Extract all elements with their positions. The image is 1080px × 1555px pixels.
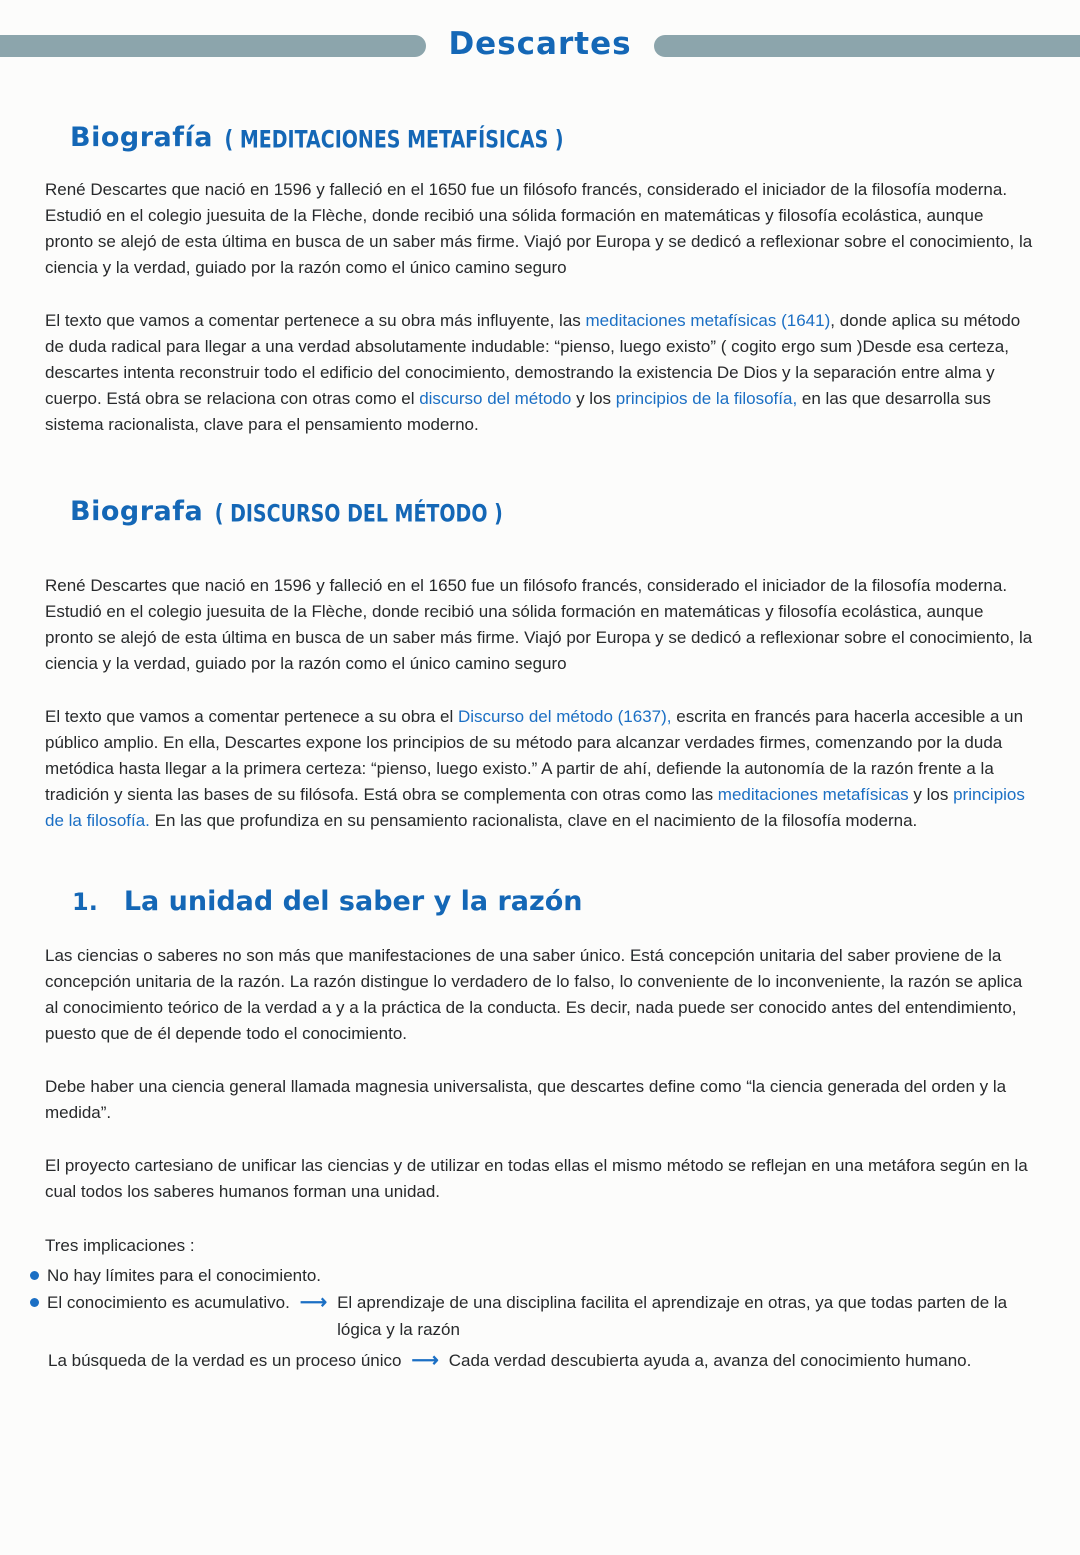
notes-page	[0, 28, 1080, 1555]
implication-detail-text: Cada verdad descubierta ayuda a, avanza del conocimiento humano.	[448, 1351, 972, 1370]
banner-bar-right	[654, 35, 1080, 57]
section-heading-name: La unidad del saber y la razón	[123, 886, 583, 917]
implication-lead-text: El conocimiento es acumulativo.	[47, 1293, 290, 1312]
implication-text: No hay límites para el conocimiento.	[47, 1266, 322, 1285]
page-title: Descartes	[448, 26, 632, 62]
text-segment: René Descartes que nació en 1596 y falleció en el 1650 fue un filósofo francés, considerado el iniciador de la filosofía moderna. Estudió en el colegio juesuita de la Flèche, donde recibió una sólida formación en matemáticas y filosofía ecolástica, aunque pronto se alejó de esta última en busca de un saber más firme. Viajó por Europa y se dedicó a reflexionar sobre el conocimiento, la ciencia y la verdad, guiado por la razón como el único camino seguro	[45, 180, 1033, 277]
text-segment: El texto que vamos a comentar pertenece a su obra el	[45, 707, 458, 726]
section-heading-meditaciones	[70, 122, 1035, 153]
implication-item-3	[0, 1347, 1080, 1374]
highlight-discurso-del-metodo: discurso del método	[419, 389, 572, 408]
section-heading-discurso	[70, 496, 1035, 527]
banner-bar-left	[0, 35, 426, 57]
implication-lead-text: La búsqueda de la verdad es un proceso único	[48, 1351, 402, 1370]
highlight-discurso-del-metodo-1637: Discurso del método (1637),	[457, 707, 672, 726]
highlight-meditaciones-metafisicas: meditaciones metafísicas	[717, 785, 909, 804]
unidad-paragraph-3	[0, 1153, 1080, 1205]
bullet-icon	[30, 1271, 39, 1280]
highlight-meditaciones-metafisicas: meditaciones metafísicas (1641)	[585, 311, 831, 330]
text-segment: Las ciencias o saberes no son más que manifestaciones de una saber único. Está concepción unitaria del saber proviene de la concepción unitaria de la razón. La razón distingue lo verdadero de lo falso, lo conveniente de lo inconveniente, la razón se aplica al conocimiento teórico de la verdad a y a la práctica de la conducta. Es decir, nada puede ser conocido antes del entendimiento, puesto que de él depende todo el conocimiento.	[45, 946, 1023, 1043]
meditaciones-bio-paragraph	[0, 177, 1080, 281]
text-segment: , donde aplica su método de duda radical para llegar a una verdad absolutamente indudable: “pienso, luego existo” ( cogito ergo sum )Desde esa certeza, descartes intenta reconstruir todo el edificio del conocimiento, demostrando la existencia De Dios y la separación entre alma y cuerpo. Está obra se relaciona con otras como el	[45, 311, 1021, 408]
text-segment: escrita en francés para hacerla accesible a un público amplio. En ella, Descartes expone los principios de su método para alcanzar verdades firmes, comenzando por la duda metódica hasta llegar a la primera certeza: “pienso, luego existo.” A partir de ahí, defiende la autonomía de la razón frente a la tradición y sienta las bases de su filósofa. Está obra se complementa con otras como las	[45, 707, 1024, 804]
text-segment: y los	[908, 785, 954, 804]
section-heading-unidad	[72, 886, 1035, 917]
text-segment: y los	[571, 389, 616, 408]
section-heading-name: Biografía	[70, 122, 213, 153]
arrow-right-icon: ⟶	[299, 1292, 328, 1313]
text-segment: René Descartes que nació en 1596 y falleció en el 1650 fue un filósofo francés, considerado el iniciador de la filosofía moderna. Estudió en el colegio juesuita de la Flèche, donde recibió una sólida formación en matemáticas y filosofía ecolástica, aunque pronto se alejó de esta última en busca de un saber más firme. Viajó por Europa y se dedicó a reflexionar sobre el conocimiento, la ciencia y la verdad, guiado por la razón como el único camino seguro	[45, 576, 1033, 673]
text-segment: El proyecto cartesiano de unificar las ciencias y de utilizar en todas ellas el mismo método se reflejan en una metáfora según en la cual todos los saberes humanos forman una unidad.	[45, 1156, 1028, 1201]
implication-item-2	[0, 1289, 1080, 1343]
implication-item-1	[0, 1262, 1080, 1289]
unidad-paragraph-2	[0, 1074, 1080, 1126]
implication-detail-text: El aprendizaje de una disciplina facilita el aprendizaje en otras, ya que todas parten de la lógica y la razón	[337, 1293, 1008, 1339]
text-segment: Debe haber una ciencia general llamada magnesia universalista, que descartes define como “la ciencia generada del orden y la medida”.	[45, 1077, 1007, 1122]
section-number: 1.	[72, 888, 98, 916]
unidad-paragraph-1	[0, 943, 1080, 1047]
arrow-right-icon: ⟶	[411, 1350, 439, 1371]
bullet-icon	[30, 1298, 39, 1307]
section-heading-subtitle: ( MEDITACIONES METAFÍSICAS )	[224, 126, 564, 154]
text-segment: En las que profundiza en su pensamiento racionalista, clave en el nacimiento de la filosofía moderna.	[149, 811, 918, 830]
text-segment: en las que desarrolla sus sistema racionalista, clave para el pensamiento moderno.	[45, 389, 991, 434]
text-segment: El texto que vamos a comentar pertenece a su obra más influyente, las	[45, 311, 586, 330]
discurso-bio-paragraph	[0, 573, 1080, 677]
implications-label: Tres implicaciones :	[45, 1236, 195, 1255]
highlight-principios-filosofia: principios de la filosofía.	[45, 785, 1025, 830]
section-heading-subtitle: ( DISCURSO DEL MÉTODO )	[214, 500, 503, 528]
highlight-principios-filosofia: principios de la filosofía,	[615, 389, 798, 408]
header-banner	[0, 28, 1080, 64]
discurso-commentary-paragraph	[0, 704, 1080, 834]
meditaciones-commentary-paragraph	[0, 308, 1080, 438]
section-heading-name: Biografa	[70, 496, 204, 527]
